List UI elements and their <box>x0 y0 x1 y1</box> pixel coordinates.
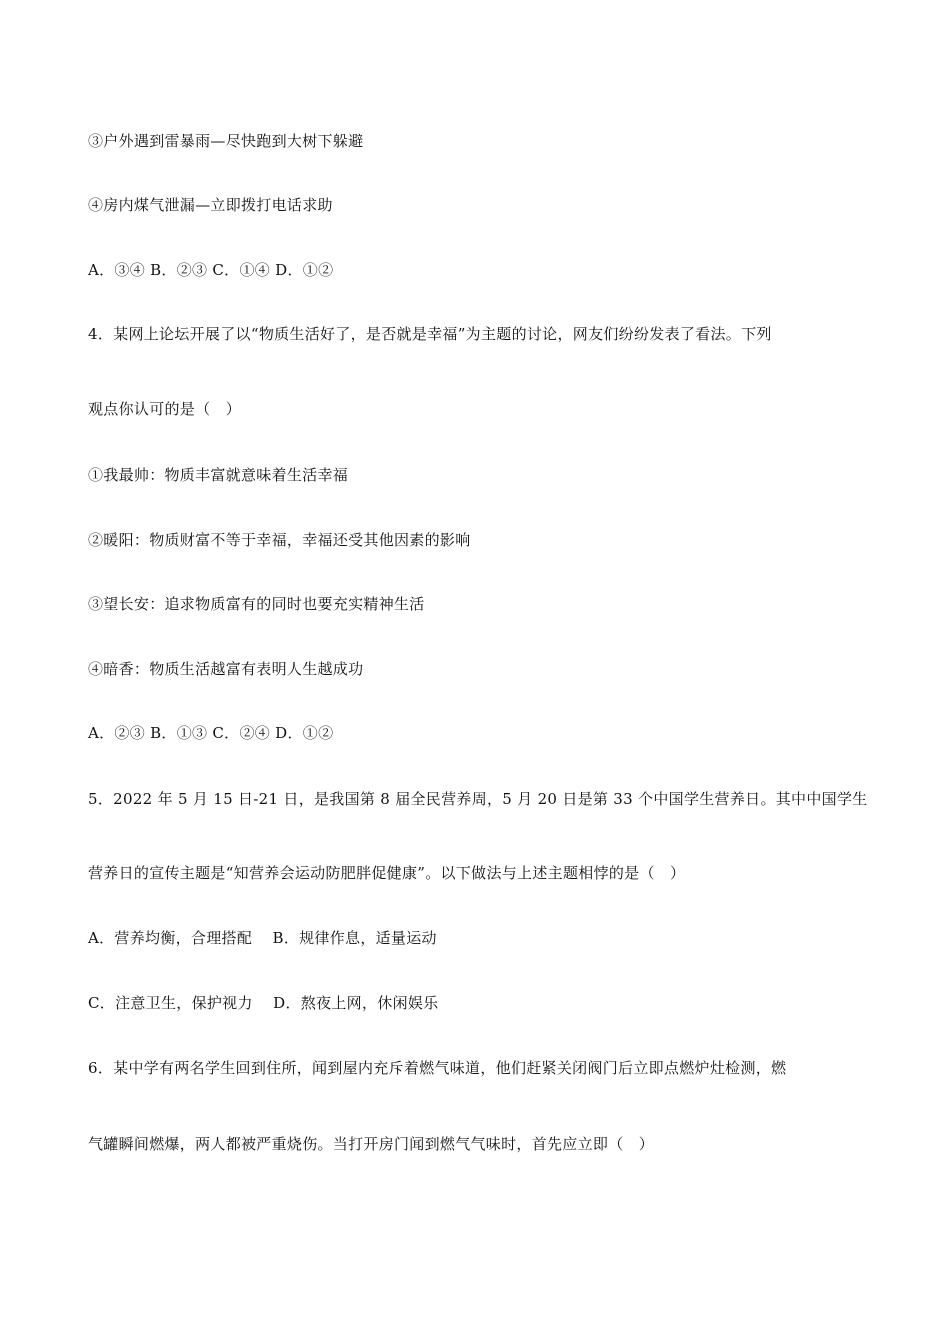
q4-statement-2: ②暖阳：物质财富不等于幸福，幸福还受其他因素的影响 <box>88 531 471 549</box>
option-4-text: ④房内煤气泄漏—立即拨打电话求助 <box>88 196 333 214</box>
option-3-text: ③户外遇到雷暴雨—尽快跑到大树下躲避 <box>88 132 364 150</box>
question-5-stem-continued: 营养日的宣传主题是“知营养会运动防肥胖促健康”。以下做法与上述主题相悖的是（ ） <box>88 864 686 882</box>
answer-choices-q5-cd: C．注意卫生，保护视力 D．熬夜上网，休闲娱乐 <box>88 994 439 1012</box>
question-5-stem: 5．2022 年 5 月 15 日-21 日，是我国第 8 届全民营养周，5 月 20 日是第 33 个中国学生营养日。其中中国学生 <box>88 790 868 808</box>
q4-statement-3: ③望长安：追求物质富有的同时也要充实精神生活 <box>88 595 425 613</box>
question-6-stem-continued: 气罐瞬间燃爆，两人都被严重烧伤。当打开房门闻到燃气气味时，首先应立即（ ） <box>88 1135 655 1153</box>
question-4-stem-continued: 观点你认可的是（ ） <box>88 400 242 418</box>
question-4-stem: 4．某网上论坛开展了以“物质生活好了，是否就是幸福”为主题的讨论，网友们纷纷发表了看法。下列 <box>88 325 772 343</box>
question-6-stem: 6．某中学有两名学生回到住所，闻到屋内充斥着燃气味道，他们赶紧关闭阀门后立即点燃炉灶检测，燃 <box>88 1059 787 1077</box>
answer-choices-q3: A．③④ B．②③ C．①④ D．①② <box>88 261 334 279</box>
q4-statement-1: ①我最帅：物质丰富就意味着生活幸福 <box>88 466 349 484</box>
answer-choices-q4: A．②③ B．①③ C．②④ D．①② <box>88 724 334 742</box>
answer-choices-q5-ab: A．营养均衡，合理搭配 B．规律作息，适量运动 <box>88 929 437 947</box>
q4-statement-4: ④暗香：物质生活越富有表明人生越成功 <box>88 660 364 678</box>
